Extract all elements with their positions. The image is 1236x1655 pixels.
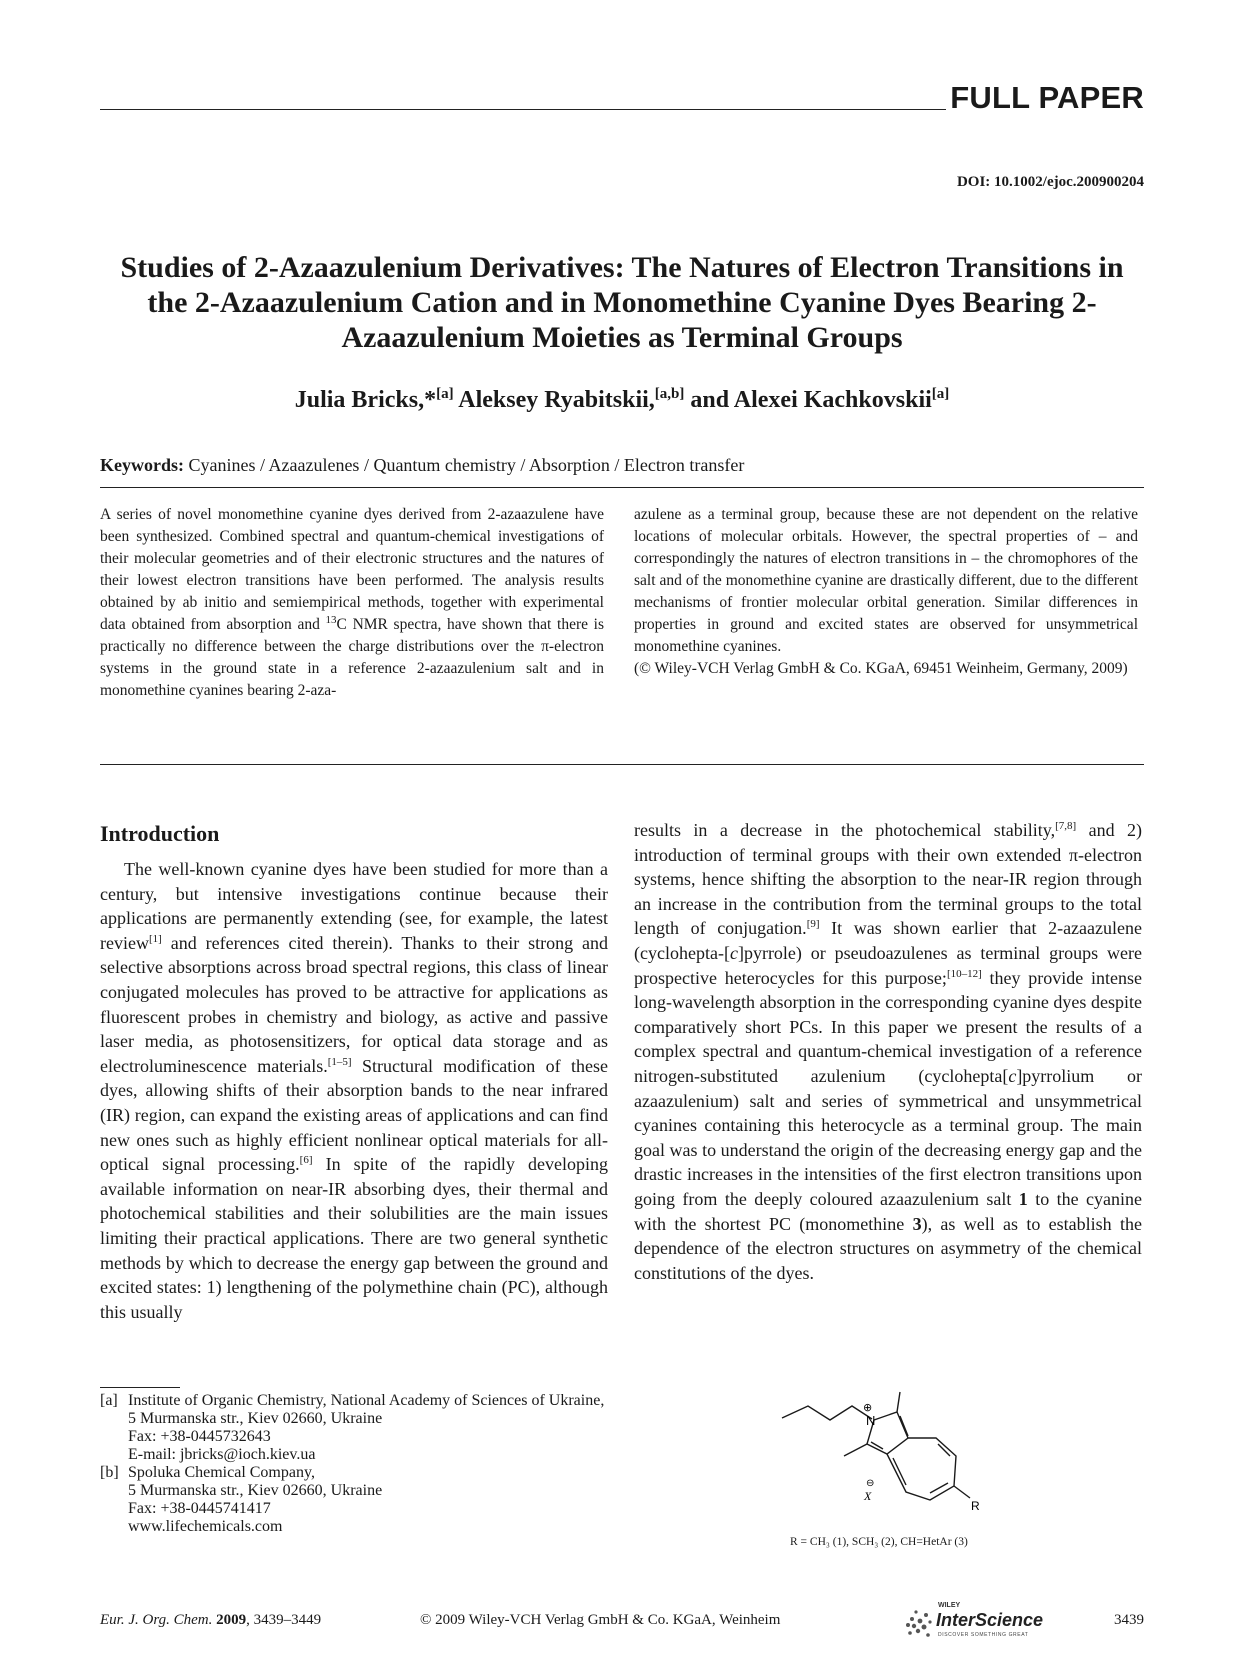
- website-link[interactable]: www.lifechemicals.com: [128, 1518, 283, 1535]
- citation: [1]: [148, 932, 162, 945]
- author-affiliation: [a]: [931, 386, 950, 402]
- abstract-text: A series of novel monomethine cyanine dyes derived from 2-azaazulene have been synthesized. Combined spectral and quantum-chemical investigations of their molecular geometries and of their electronic structures and the natures of their lowest electron transitions have been performed. The analysis results obtained by ab initio and semiempirical methods, together with experimental data obtained from absorption and: [100, 506, 604, 633]
- citation: [9]: [806, 918, 820, 931]
- negative-charge-icon: ⊖: [866, 1478, 875, 1489]
- intro-left-column: [100, 857, 608, 1324]
- author-name: Alexei Kachkovskii: [733, 387, 932, 413]
- author-affiliation: [a]: [436, 386, 454, 402]
- author-name: Aleksey Ryabitskii,: [458, 387, 655, 413]
- citation: [10–12]: [946, 967, 982, 980]
- email-link[interactable]: E-mail: jbricks@ioch.kiev.ua: [128, 1446, 316, 1463]
- affiliation-line: 5 Murmanska str., Kiev 02660, Ukraine: [128, 1482, 383, 1499]
- counterion-label: X: [864, 1489, 872, 1503]
- interscience-logo: [900, 1595, 1060, 1639]
- keywords-rule: [100, 487, 1144, 488]
- affiliation-tag: [a]: [100, 1392, 118, 1409]
- affiliation-tag: [b]: [100, 1464, 119, 1481]
- nitrogen-label: N: [866, 1413, 876, 1428]
- logo-dots-icon: [906, 1610, 932, 1636]
- keywords: [100, 455, 744, 476]
- affiliation-line: 5 Murmanska str., Kiev 02660, Ukraine: [128, 1410, 383, 1427]
- journal-year: 2009: [216, 1612, 247, 1628]
- citation: [6]: [299, 1154, 313, 1167]
- body-text: ]pyrrole) or pseudoazulenes as terminal groups were prospective heterocycles for this purpose;: [634, 942, 1142, 988]
- italic-text: c: [1008, 1065, 1017, 1086]
- logo-text: InterScience: [936, 1610, 1044, 1630]
- body-text: and references cited therein). Thanks to their strong and selective absorptions across broad spectral regions, this class of linear conjugated molecules has proved to be attractive for applications as fluorescent probes in chemistry and biology, as active and passive laser media, as photosensitizers, for optical data storage and as electroluminescence materials.: [100, 932, 608, 1076]
- footer-copyright: © 2009 Wiley-VCH Verlag GmbH & Co. KGaA, Weinheim: [420, 1612, 781, 1628]
- abstract-left: [100, 504, 604, 702]
- abstract-rule: [100, 764, 1144, 765]
- compound-number: 3: [912, 1213, 922, 1234]
- r-group-label: R: [971, 1499, 980, 1513]
- affiliations: [100, 1392, 620, 1536]
- author-joiner: and: [690, 387, 730, 413]
- body-text: ), as well as to establish the dependence of the electron structures on asymmetry of the chemical constitutions of the dyes.: [634, 1213, 1142, 1283]
- page-number: 3439: [1114, 1612, 1144, 1628]
- paper-title: Studies of 2-Azaazulenium Derivatives: The Natures of Electron Transitions in the 2-Azaazulenium Cation and in Monomethine Cyanine Dyes Bearing 2-Azaazulenium Moieties as Terminal Groups: [120, 251, 1124, 354]
- body-text: The well-known cyanine dyes have been studied for more than a century, but intensive investigations continue because their applications are permanently extending (see, for example, the latest review: [100, 859, 608, 953]
- body-text: they provide intense long-wavelength absorption in the corresponding cyanine dyes despite comparatively short PCs. In this paper we present the results of a complex spectral and quantum-chemical investigation of a reference nitrogen-substituted azulenium (cyclohepta[: [634, 967, 1142, 1086]
- abstract-superscript: 13: [325, 613, 337, 626]
- journal-name: Eur. J. Org. Chem.: [100, 1612, 213, 1628]
- body-text: to the cyanine with the shortest PC (monomethine: [634, 1188, 1142, 1234]
- body-text: In spite of the rapidly developing available information on near-IR absorbing dyes, their thermal and photochemical stabilities and their solubilities are the main issues limiting their practical applications. There are two general synthetic methods by which to decrease the energy gap between the ground and excited states: 1) lengthening of the polymethine chain (PC), although this usually: [100, 1154, 608, 1322]
- intro-right-column: [634, 818, 1142, 1285]
- body-text: It was shown earlier that 2-azaazulene (cyclohepta-[: [634, 918, 1142, 963]
- keywords-text: Cyanines / Azaazulenes / Quantum chemistry / Absorption / Electron transfer: [188, 455, 745, 475]
- compound-number: 1: [1018, 1188, 1028, 1209]
- section-heading-introduction: Introduction: [100, 821, 220, 846]
- affiliation-b: [100, 1464, 620, 1536]
- citation: [7,8]: [1055, 820, 1077, 832]
- figure-caption: R = CH₃ (1), SCH₃ (2), CH=HetAr (3): [790, 1536, 968, 1548]
- italic-text: c: [729, 942, 738, 963]
- abstract-copyright: (© Wiley-VCH Verlag GmbH & Co. KGaA, 69451 Weinheim, Germany, 2009): [634, 660, 1128, 677]
- citation: [1–5]: [327, 1055, 352, 1068]
- header-rule: [100, 109, 946, 110]
- footnote-rule: [100, 1387, 180, 1388]
- structure-bonds: [782, 1392, 970, 1500]
- abstract-text: C NMR spectra, have shown that there is practically no difference between the charge distributions over the π-electron systems in the ground state in a reference 2-azaazulenium salt and in monomethine cyanines bearing 2-aza-: [100, 616, 605, 699]
- positive-charge-icon: ⊕: [863, 1401, 873, 1414]
- section-label: FULL PAPER: [950, 80, 1144, 115]
- affiliation-line: Fax: +38-0445741417: [128, 1500, 271, 1517]
- logo-tagline: DISCOVER SOMETHING GREAT: [938, 1632, 1029, 1638]
- keywords-label: Keywords:: [100, 455, 184, 475]
- affiliation-line: Spoluka Chemical Company,: [128, 1464, 315, 1481]
- author-list: [100, 386, 1144, 414]
- body-text: Structural modification of these dyes, allowing shifts of their absorption bands to the near infrared (IR) region, can expand the existing areas of applications and can find new ones such as highly efficient nonlinear optical materials for all-optical signal processing.: [100, 1055, 609, 1175]
- body-text: and 2) introduction of terminal groups with their own extended π-electron systems, hence shifting the absorption to the near-IR region through an increase in the contribution from the terminal groups to the total length of conjugation.: [634, 820, 1142, 939]
- body-text: results in a decrease in the photochemical stability,: [634, 820, 1056, 840]
- abstract-right: [634, 504, 1138, 680]
- journal-citation: [100, 1612, 321, 1629]
- body-text: ]pyrrolium or azaazulenium) salt and series of symmetrical and unsymmetrical cyanines containing this heterocycle as a terminal group. The main goal was to understand the origin of the decreasing energy gap and the drastic increases in the intensities of the first electron transitions upon going from the deeply coloured azaazulenium salt: [634, 1065, 1142, 1209]
- author-affiliation: [a,b]: [654, 386, 685, 402]
- doi: DOI: 10.1002/ejoc.200900204: [956, 174, 1144, 190]
- journal-pages: , 3439–3449: [246, 1612, 322, 1628]
- affiliation-a: [100, 1392, 620, 1464]
- affiliation-line: Fax: +38-0445732643: [128, 1428, 271, 1445]
- logo-wiley: WILEY: [938, 1602, 961, 1609]
- chemical-structure: [770, 1386, 1010, 1514]
- affiliation-line: Institute of Organic Chemistry, National Academy of Sciences of Ukraine,: [128, 1392, 605, 1409]
- abstract-text: azulene as a terminal group, because these are not dependent on the relative locations of molecular orbitals. However, the spectral properties of – and correspondingly the natures of electron transitions in – the chromophores of the salt and of the monomethine cyanine are drastically different, due to the different mechanisms of frontier molecular orbital generation. Similar differences in properties in ground and excited states are observed for unsymmetrical monomethine cyanines.: [634, 506, 1138, 655]
- author-name: Julia Bricks,*: [294, 387, 437, 413]
